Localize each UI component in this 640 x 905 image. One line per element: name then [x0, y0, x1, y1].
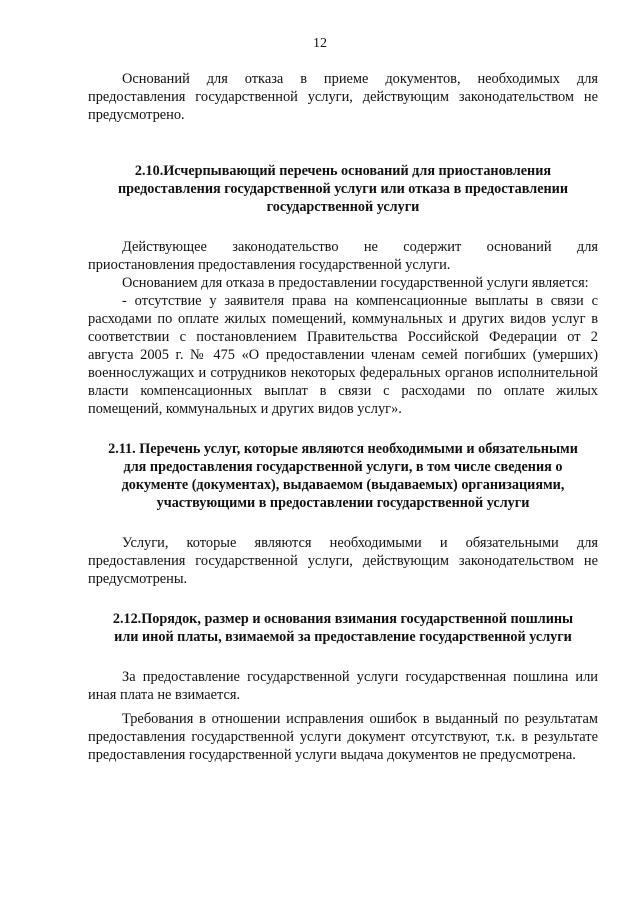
section-2-10-heading: 2.10.Исчерпывающий перечень оснований для приостановления предоставления государственной услуги или отказа в предоставлении государственной услуги: [117, 163, 569, 215]
page-number: 12: [313, 36, 327, 51]
section-2-10-paragraph-1: Действующее законодательство не содержит оснований для приостановления предоставления государственной услуги.: [88, 239, 598, 273]
section-2-11-heading: 2.11. Перечень услуг, которые являются необходимыми и обязательными для предоставления государственной услуги, в том числе сведения о документе (документах), выдаваемом (выдаваемых) организациями, участвующими в предоставлении государственной услуги: [108, 441, 578, 511]
section-2-10-paragraph-2: Основанием для отказа в предоставлении государственной услуги является:: [122, 275, 589, 291]
section-2-12-paragraph-1: За предоставление государственной услуги государственная пошлина или иная плата не взимается.: [88, 669, 598, 703]
section-2-10-paragraph-3: - отсутствие у заявителя права на компенсационные выплаты в связи с расходами по оплате жилых помещений, коммунальных и других видов услуг в соответствии с постановлением Правительства Российской Федерации от 2 августа 2005 г. № 475 «О предоставлении членам семей погибших (умерших) военнослужащих и сотрудников некоторых федеральных органов исполнительной власти компенсационных выплат в связи с расходами по оплате жилых помещений, коммунальных и других видов услуг».: [88, 293, 598, 417]
document-body: [88, 70, 598, 764]
section-2-12-paragraph-2: Требования в отношении исправления ошибок в выданный по результатам предоставления государственной услуги документ отсутствуют, т.к. в результате предоставления государственной услуги выдача документов не предусмотрена.: [88, 711, 598, 763]
intro-paragraph: Оснований для отказа в приеме документов, необходимых для предоставления государственной услуги, действующим законодательством не предусмотрено.: [88, 71, 598, 123]
section-2-12-heading: 2.12.Порядок, размер и основания взимания государственной пошлины или иной платы, взимаемой за предоставление государственной услуги: [112, 611, 574, 645]
section-2-11-paragraph-1: Услуги, которые являются необходимыми и обязательными для предоставления государственной услуги, действующим законодательством не предусмотрены.: [88, 535, 598, 587]
